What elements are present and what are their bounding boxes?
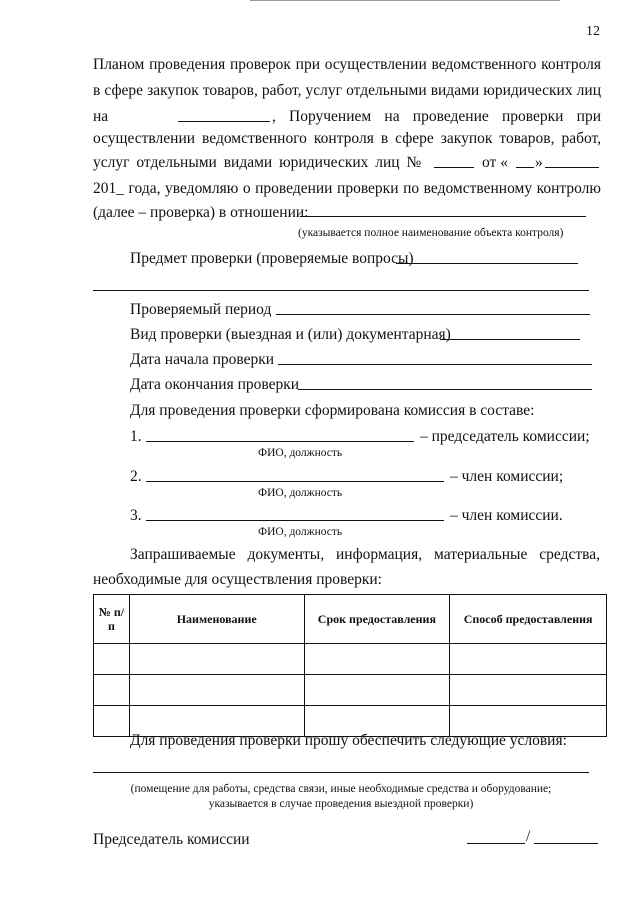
subject-blank-line2[interactable]: [93, 290, 589, 291]
conditions-blank[interactable]: [93, 772, 589, 773]
documents-table: [93, 594, 607, 737]
table-cell[interactable]: [450, 644, 607, 675]
member-2-number: 2.: [130, 468, 142, 485]
chairman-label: Председатель комиссии: [93, 831, 250, 848]
para1-line3-comma: ,: [272, 108, 276, 125]
para1-line5-close: »: [535, 154, 543, 171]
member-1-hint: ФИО, должность: [258, 447, 343, 459]
date-blank[interactable]: [178, 121, 270, 122]
period-label: Проверяемый период: [130, 301, 272, 318]
docs-intro-line2: необходимые для осуществления проверки:: [93, 571, 382, 588]
end-label: Дата окончания проверки: [130, 376, 300, 393]
para1-line4: осуществлении ведомственного контроля в сфере закупок товаров, работ,: [93, 130, 601, 147]
para1-line3-prefix: на: [93, 108, 109, 125]
member-2-hint: ФИО, должность: [258, 487, 343, 499]
member-1-number: 1.: [130, 428, 142, 445]
signature-separator: /: [526, 828, 531, 845]
table-row[interactable]: [94, 675, 607, 706]
table-header-number: № п/п: [94, 595, 130, 644]
table-header-method: Способ предоставления: [450, 595, 607, 644]
member-3-role: – член комиссии.: [450, 507, 563, 524]
para1-line5-from: от «: [482, 154, 508, 171]
conditions-hint-line2: указывается в случае проведения выездной проверки): [208, 798, 474, 810]
member-2-blank[interactable]: [146, 481, 444, 482]
order-number-blank[interactable]: [434, 167, 474, 168]
para1-line3-rest: Поручением на проведение проверки при: [289, 108, 601, 125]
conditions-hint-line1: (помещение для работы, средства связи, иные необходимые средства и оборудование;: [130, 783, 552, 795]
type-label: Вид проверки (выездная и (или) документарная): [130, 326, 451, 343]
table-header-name: Наименование: [129, 595, 304, 644]
table-cell[interactable]: [94, 644, 130, 675]
table-cell[interactable]: [450, 675, 607, 706]
start-label: Дата начала проверки: [130, 351, 275, 368]
para1-line5-a: услуг отдельными видами юридических лиц №: [93, 154, 422, 171]
table-header-row: [94, 595, 607, 644]
table-cell[interactable]: [129, 675, 304, 706]
start-blank[interactable]: [278, 364, 592, 365]
member-1-blank[interactable]: [146, 441, 414, 442]
period-blank[interactable]: [276, 314, 590, 315]
subject-label: Предмет проверки (проверяемые вопросы): [130, 250, 414, 267]
table-row[interactable]: [94, 644, 607, 675]
table-cell[interactable]: [129, 644, 304, 675]
member-3-number: 3.: [130, 507, 142, 524]
table-cell[interactable]: [304, 644, 450, 675]
para1-line1: Планом проведения проверок при осуществлении ведомственного контроля: [93, 56, 601, 73]
docs-intro-line1: Запрашиваемые документы, информация, материальные средства,: [130, 546, 600, 563]
member-2-role: – член комиссии;: [450, 468, 564, 485]
conditions-label: Для проведения проверки прошу обеспечить следующие условия:: [130, 732, 567, 749]
member-3-hint: ФИО, должность: [258, 526, 343, 538]
day-blank[interactable]: [516, 167, 534, 168]
para1-line6: 201_ года, уведомляю о проведении проверки по ведомственному контролю: [93, 180, 601, 197]
para1-line7: (далее – проверка) в отношении:: [93, 204, 309, 221]
para1-line2: в сфере закупок товаров, работ, услуг отдельными видами юридических лиц: [93, 82, 601, 99]
signature-blank[interactable]: [467, 843, 525, 844]
page-number: 12: [586, 24, 600, 39]
type-blank[interactable]: [440, 339, 580, 340]
table-header-deadline: Срок предоставления: [304, 595, 450, 644]
month-blank[interactable]: [545, 167, 599, 168]
end-blank[interactable]: [298, 389, 592, 390]
table-cell[interactable]: [94, 675, 130, 706]
commission-intro: Для проведения проверки сформирована комиссия в составе:: [130, 402, 535, 419]
table-cell[interactable]: [304, 675, 450, 706]
subject-blank[interactable]: [396, 263, 578, 264]
object-blank[interactable]: [300, 216, 586, 217]
signature-name-blank[interactable]: [534, 843, 598, 844]
top-scan-line: [250, 0, 560, 1]
member-3-blank[interactable]: [146, 520, 444, 521]
object-hint: (указывается полное наименование объекта контроля): [298, 227, 564, 239]
table-cell[interactable]: [94, 706, 130, 737]
member-1-role: – председатель комиссии;: [420, 428, 590, 445]
